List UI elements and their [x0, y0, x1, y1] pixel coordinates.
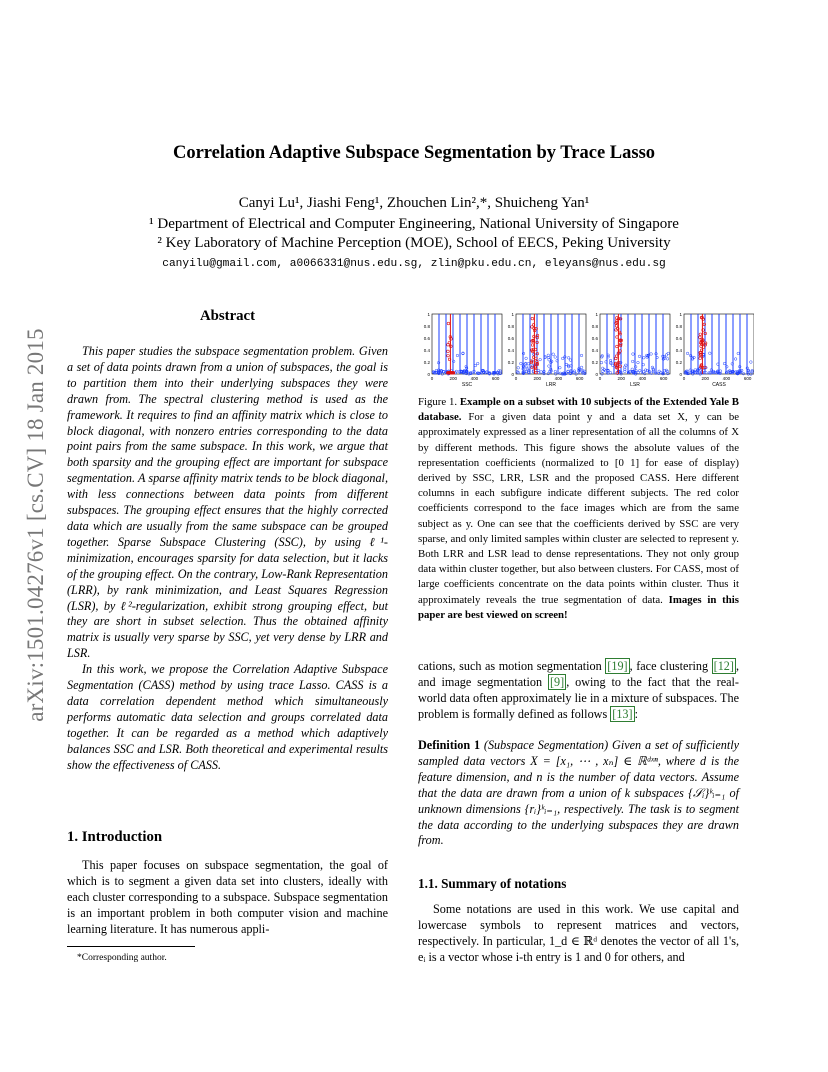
abstract-paragraph-2: In this work, we propose the Correlation Adaptive Subspace Segmentation (CASS) method by using trace Lasso. CASS is a data correlation dependent method which simultaneously performs automatic data selection and groups correlated data together. It can be regarded as a method which adaptively balances SSC and LSR. Both theoretical and experimental results show the effectiveness of CASS.: [67, 662, 388, 772]
text-run: cations, such as motion segmentation: [418, 659, 606, 673]
footnote-rule: [67, 946, 195, 947]
caption-bold: Example on a subset with 10 subjects of the Extended Yale B database.: [418, 396, 739, 424]
y-tick-label: 0.4: [507, 348, 514, 353]
y-tick-label: 0.4: [423, 348, 430, 353]
text-run: , face clustering: [629, 659, 712, 673]
y-tick-label: 1: [427, 312, 430, 317]
text-run: , owing to the fact that the real-world data often approximately lie in a mixture of subspaces. The problem is formally defined as follows: [418, 674, 739, 721]
intro-heading: 1. Introduction: [67, 829, 163, 845]
y-tick-label: 0.6: [507, 336, 514, 341]
caption-tail: Images in this paper are best viewed on screen!: [418, 593, 739, 621]
text-run: :: [634, 706, 638, 721]
x-tick-label: 600: [491, 376, 500, 381]
y-tick-label: 0.2: [423, 360, 430, 365]
y-tick-label: 1: [679, 312, 682, 317]
arxiv-sidebar-stamp: [6, 290, 66, 760]
citation-13[interactable]: [13]: [612, 706, 633, 721]
y-tick-label: 0: [427, 372, 430, 377]
authors: Canyi Lu¹, Jiashi Feng¹, Zhouchen Lin²,*, Shuicheng Yan¹: [238, 195, 590, 211]
panel-label: CASS: [712, 382, 726, 388]
x-tick-label: 400: [638, 376, 647, 381]
abstract-body: [67, 344, 388, 773]
footnote: *Corresponding author.: [77, 953, 167, 963]
x-tick-label: 400: [554, 376, 563, 381]
y-tick-label: 0.8: [675, 324, 682, 329]
intro-paragraph-1: This paper focuses on subspace segmentation, the goal of which is to segment a given data set into clusters, ideally with each cluster corresponding to a subspace. Subspace segmentation is an important problem in both computer vision and machine learning literature. It has numerous appli-: [67, 858, 388, 936]
y-tick-label: 0.4: [675, 348, 682, 353]
x-tick-label: 200: [533, 376, 541, 381]
figure-1-caption: [418, 395, 739, 623]
y-tick-label: 1: [595, 312, 598, 317]
notations-body: [418, 902, 739, 966]
x-tick-label: 0: [598, 376, 602, 381]
abstract-heading: Abstract: [199, 308, 256, 324]
plot-panel-cass: [676, 312, 754, 388]
x-tick-label: 400: [470, 376, 479, 381]
y-tick-label: 0.4: [591, 348, 598, 353]
x-tick-label: 0: [514, 376, 518, 381]
caption-label: Figure 1.: [418, 396, 458, 408]
y-tick-label: 0.8: [507, 324, 514, 329]
paper-title: Correlation Adaptive Subspace Segmentation by Trace Lasso: [172, 143, 656, 163]
x-tick-label: 200: [701, 376, 709, 381]
y-tick-label: 0.6: [675, 336, 682, 341]
notations-heading: 1.1. Summary of notations: [418, 876, 567, 891]
plot-panel-lsr: [592, 312, 670, 388]
arxiv-id: arXiv:1501.04276v1 [cs.CV] 18 Jan 2015: [23, 328, 48, 722]
y-tick-label: 0.8: [423, 324, 430, 329]
definition-label: Definition 1: [418, 738, 481, 752]
x-tick-label: 200: [449, 376, 457, 381]
panel-label: LRR: [545, 382, 557, 388]
x-tick-label: 600: [575, 376, 584, 381]
plot-panel-ssc: [424, 312, 502, 388]
y-tick-label: 0: [595, 372, 598, 377]
right-paragraph-1: [418, 659, 739, 723]
panel-label: LSR: [630, 382, 640, 388]
y-tick-label: 0: [511, 372, 514, 377]
figure-1-plots: [418, 306, 754, 392]
x-tick-label: 200: [617, 376, 625, 381]
y-tick-label: 0.2: [507, 360, 514, 365]
citation-12[interactable]: [12]: [713, 659, 734, 673]
affiliation-1: ¹ Department of Electrical and Computer Engineering, National University of Singapore: [149, 216, 679, 232]
author-emails: canyilu@gmail.com, a0066331@nus.edu.sg, zlin@pku.edu.cn, eleyans@nus.edu.sg: [162, 258, 666, 270]
text-run: , and image segmentation: [418, 659, 739, 689]
y-tick-label: 0.8: [591, 324, 598, 329]
abstract-paragraph-1: This paper studies the subspace segmentation problem. Given a set of data points drawn from a union of subspaces, the goal is to partition them into their underlying subspaces they were drawn from. The spectral clustering method is used as the framework. It requires to find an affinity matrix which is close to block diagonal, with nonzero entries corresponding to the data point pairs from the same subspace. In this work, we argue that both sparsity and the grouping effect are important for subspace segmentation. A sparse affinity matrix tends to be block diagonal, with less connections between data points from different subspaces. The grouping effect ensures that the highly corrected data which are usually from the same subspace can be grouped together. Sparse Subspace Clustering (SSC), by using ℓ¹-minimization, encourages sparsity for data selection, but it lacks of the grouping effect. On the contrary, Low-Rank Representation (LRR), by rank minimization, and Least Squares Regression (LSR), by ℓ²-regularization, exhibit strong grouping effect, but they are short in subset selection. Thus the obtained affinity matrix is usually very sparse by SSC, yet very dense by LRR and LSR.: [67, 344, 388, 661]
x-tick-label: 0: [430, 376, 434, 381]
citation-9[interactable]: [9]: [550, 674, 565, 689]
definition-1: [418, 738, 739, 849]
caption-text: For a given data point y and a data set X, y can be approximately expressed as a liner representation of all the columns of X by different methods. This figure shows the absolute values of the representation coefficients (normalized to [0 1] for ease of display) derived by SSC, LRR, LSR and the proposed CASS. Here different columns in each subfigure indicate different subjects. The red color coefficients correspond to the face images which are from the same subject as y. One can see that the coefficients derived by SSC are very sparse, and only limited samples within cluster are selected to represent y. Both LRR and LSR lead to dense representations. They not only group data within cluster together, but also between clusters. For CASS, most of large coefficients concentrate on the data points within cluster. Thus it approximately reveals the true segmentation of data.: [418, 411, 740, 606]
y-tick-label: 0.2: [591, 360, 598, 365]
panel-label: SSC: [461, 382, 473, 388]
plot-panel-lrr: [508, 312, 586, 388]
y-tick-label: 0.6: [423, 336, 430, 341]
definition-text: (Subspace Segmentation) Given a set of sufficiently sampled data vectors X = [x₁, ⋯ , xₙ] ∈ ℝᵈˣⁿ, where d is the feature dimension, and n is the number of data vectors. Assume that the data are drawn from a union of k subspaces {𝒮ᵢ}ᵏᵢ₌₁ of unknown dimensions {rᵢ}ᵏᵢ₌₁, respectively. The task is to segment the data according to the underlying subspaces they are drawn from.: [418, 738, 739, 848]
x-tick-label: 400: [722, 376, 731, 381]
affiliation-2: ² Key Laboratory of Machine Perception (MOE), School of EECS, Peking University: [157, 235, 671, 251]
notations-paragraph: Some notations are used in this work. We use capital and lowercase symbols to represent matrices and vectors, respectively. In particular, 1_d ∈ ℝᵈ denotes the vector of all 1's, eᵢ is a vector whose i-th entry is 1 and 0 for others, and: [418, 902, 739, 964]
y-tick-label: 1: [511, 312, 514, 317]
y-tick-label: 0.6: [591, 336, 598, 341]
x-tick-label: 600: [659, 376, 668, 381]
x-tick-label: 0: [682, 376, 686, 381]
y-tick-label: 0.2: [675, 360, 682, 365]
citation-19[interactable]: [19]: [607, 659, 628, 673]
x-tick-label: 600: [743, 376, 752, 381]
intro-body: [67, 858, 388, 938]
y-tick-label: 0: [679, 372, 682, 377]
